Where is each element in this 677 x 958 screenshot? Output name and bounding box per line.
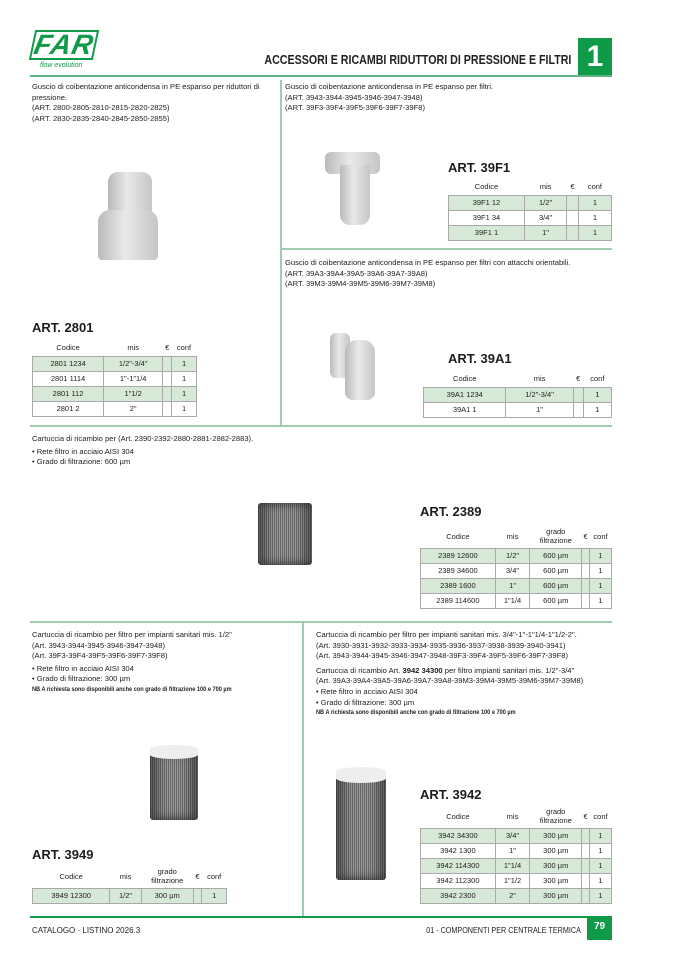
column-header: mis <box>127 343 139 352</box>
price-table-39F1 <box>448 180 612 241</box>
table-cell: 39F1 34 <box>449 210 525 225</box>
table-cell <box>582 548 590 563</box>
column-header: € <box>195 871 200 881</box>
table-cell: 1 <box>172 371 197 386</box>
desc-line: Cartuccia di ricambio per filtro per impianti sanitari mis. 3/4"-1"-1"1/4-1"1/2-2". <box>316 630 577 639</box>
table-row <box>421 563 612 578</box>
art-heading-39F1: ART. 39F1 <box>448 160 511 175</box>
table-row <box>421 873 612 888</box>
desc-line: (Art. 39F3-39F4-39F5-39F6-39F7-39F8) <box>32 651 168 661</box>
table-cell: 3/4" <box>524 210 566 225</box>
page-number: 79 <box>587 916 612 940</box>
table-cell: 600 µm <box>530 563 582 578</box>
desc-text: Cartuccia di ricambio Art. <box>316 665 403 675</box>
desc-line: (ART. 39F3-39F4-39F5-39F6-39F7-39F8) <box>285 103 425 113</box>
column-header: Codice <box>453 374 477 383</box>
column-header: mis <box>533 374 546 383</box>
table-cell: 1 <box>172 356 197 371</box>
table-cell: 1 <box>578 225 611 240</box>
far-logo <box>29 30 99 60</box>
table-cell: 600 µm <box>530 578 582 593</box>
desc-line: (Art. 3943-3944-3945-3946-3947-3948-39F3-39F4-39F5-39F6-39F7-39F8) <box>316 651 569 661</box>
table-cell: 1 <box>590 828 612 843</box>
desc-line: Cartuccia di ricambio per filtro per impianti sanitari mis. 1/2" <box>32 630 232 639</box>
product-image-2801-base <box>98 210 158 260</box>
column-header: Codice <box>446 531 470 541</box>
table-cell <box>573 387 583 402</box>
table-header-row <box>33 866 227 888</box>
table-cell: 1 <box>578 210 611 225</box>
table-row <box>421 578 612 593</box>
table-cell <box>582 873 590 888</box>
table-cell: 39F1 12 <box>449 195 525 210</box>
table-row <box>421 843 612 858</box>
table-row <box>33 888 227 903</box>
table-cell: 1 <box>590 858 612 873</box>
table-cell: 1"1/4 <box>495 858 530 873</box>
table-cell <box>582 593 590 608</box>
description-39F1 <box>285 82 615 114</box>
table-cell: 2" <box>104 401 163 416</box>
bullet-item: • Grado di filtrazione: 300 µm <box>32 674 297 685</box>
art-heading-39A1: ART. 39A1 <box>448 351 512 366</box>
column-header: mis <box>539 182 552 191</box>
column-header: conf <box>593 531 608 541</box>
table-cell: 300 µm <box>141 888 193 903</box>
table-cell <box>582 843 590 858</box>
table-cell: 1"1/4 <box>495 593 530 608</box>
table-cell <box>163 371 172 386</box>
column-header: € <box>570 182 575 191</box>
column-header: grado filtrazione <box>151 867 184 885</box>
table-cell: 1"-1"1/4 <box>104 371 163 386</box>
column-divider <box>280 80 282 425</box>
column-header: € <box>576 374 581 383</box>
description-2389 <box>32 434 432 468</box>
price-table-39A1 <box>423 372 612 418</box>
table-cell: 3/4" <box>495 828 530 843</box>
price-table-3942 <box>420 806 612 904</box>
desc-line: (ART. 2830-2835-2840-2845-2850-2855) <box>32 113 170 123</box>
column-divider <box>302 621 304 916</box>
table-cell: 39A1 1234 <box>424 387 506 402</box>
page-title: ACCESSORI E RICAMBI RIDUTTORI DI PRESSIONE E FILTRI <box>263 52 571 67</box>
table-cell: 1/2"-3/4" <box>104 356 163 371</box>
bullet-item: • Grado di filtrazione: 600 µm <box>32 457 432 468</box>
column-header: conf <box>593 811 608 821</box>
column-header: Codice <box>446 811 470 821</box>
product-image-3949 <box>150 752 198 820</box>
table-cell <box>582 888 590 903</box>
table-cell <box>163 386 172 401</box>
desc-line: (Art. 3943-3944-3945-3946-3947-3948) <box>32 640 165 650</box>
table-cell <box>163 356 172 371</box>
description-3949 <box>32 630 297 696</box>
desc-line: (Art. 39A3-39A4-39A5-39A6-39A7-39A8-39M3-39M4-39M5-39M6-39M7-39M8) <box>316 676 584 686</box>
table-row <box>33 356 197 371</box>
column-header: € <box>583 811 588 821</box>
table-cell: 1 <box>202 888 227 903</box>
table-cell: 1/2" <box>110 888 141 903</box>
table-header-row <box>421 526 612 548</box>
table-cell: 1 <box>590 593 612 608</box>
table-cell: 1" <box>524 225 566 240</box>
table-cell: 2389 114600 <box>421 593 496 608</box>
table-cell: 1/2" <box>495 548 530 563</box>
column-header: mis <box>506 531 519 541</box>
section-divider <box>30 621 612 623</box>
table-row <box>449 210 612 225</box>
table-cell: 1 <box>583 402 611 417</box>
desc-code: 3942 34300 <box>402 665 443 675</box>
price-table-3949 <box>32 866 227 904</box>
column-header: € <box>165 343 170 352</box>
column-header: conf <box>590 374 605 383</box>
table-row <box>421 548 612 563</box>
table-cell: 2389 1600 <box>421 578 496 593</box>
table-row <box>33 371 197 386</box>
description-3942 <box>316 630 666 719</box>
table-row <box>449 195 612 210</box>
table-cell: 3942 2300 <box>421 888 496 903</box>
table-cell <box>567 225 579 240</box>
table-cell: 39F1 1 <box>449 225 525 240</box>
column-header: € <box>583 531 588 541</box>
table-row <box>424 387 612 402</box>
column-header: conf <box>587 182 603 191</box>
desc-line: Cartuccia di ricambio per (Art. 2390-2392-2880-2881-2882-2883). <box>32 434 254 443</box>
table-cell <box>582 563 590 578</box>
table-cell: 1 <box>578 195 611 210</box>
product-image-3942 <box>336 775 386 880</box>
product-image-2389 <box>258 503 312 565</box>
footer-catalog: CATALOGO · LISTINO 2026.3 <box>32 926 141 935</box>
table-row <box>424 402 612 417</box>
column-header: mis <box>506 811 519 821</box>
table-cell: 2801 1234 <box>33 356 104 371</box>
table-cell: 2389 34600 <box>421 563 496 578</box>
table-cell: 1 <box>590 843 612 858</box>
footer-divider <box>30 916 612 918</box>
product-image-39A1-body <box>345 340 375 400</box>
table-cell: 300 µm <box>530 843 582 858</box>
table-cell <box>582 578 590 593</box>
table-row <box>449 225 612 240</box>
bullet-item: • Rete filtro in acciaio AISI 304 <box>32 447 432 458</box>
column-header: Codice <box>56 343 80 352</box>
bullet-item: • Grado di filtrazione: 300 µm <box>316 698 666 709</box>
table-cell: 1" <box>495 578 530 593</box>
table-cell: 2801 2 <box>33 401 104 416</box>
table-cell: 39A1 1 <box>424 402 506 417</box>
table-cell: 1/2"-3/4" <box>506 387 573 402</box>
table-cell: 300 µm <box>530 888 582 903</box>
table-cell: 1 <box>590 548 612 563</box>
price-table-2389 <box>420 526 612 609</box>
column-header: mis <box>119 871 132 881</box>
table-cell: 3949 12300 <box>33 888 110 903</box>
table-cell: 1 <box>590 873 612 888</box>
logo-tagline: flow evolution <box>40 62 83 69</box>
table-cell: 2801 1114 <box>33 371 104 386</box>
table-row <box>421 888 612 903</box>
desc-line: Guscio di coibentazione anticondensa in PE espanso per riduttori di pressione. <box>32 82 260 102</box>
table-cell: 1/2" <box>524 195 566 210</box>
table-cell: 2389 12600 <box>421 548 496 563</box>
section-number-badge: 1 <box>578 38 612 76</box>
desc-line: (ART. 2800-2805-2810-2815-2820-2825) <box>32 103 170 113</box>
table-cell <box>567 210 579 225</box>
column-header: Codice <box>59 871 83 881</box>
table-cell: 1" <box>506 402 573 417</box>
table-cell: 3/4" <box>495 563 530 578</box>
section-divider <box>30 425 612 427</box>
bullet-item: • Rete filtro in acciaio AISI 304 <box>32 664 297 675</box>
art-heading-2801: ART. 2801 <box>32 320 94 335</box>
table-header-row <box>33 341 197 356</box>
desc-line: Guscio di coibentazione anticondensa in PE espanso per filtri con attacchi orientabili. <box>285 258 571 267</box>
desc-line: (ART. 3943-3944-3945-3946-3947-3948) <box>285 92 423 102</box>
table-cell: 1 <box>590 888 612 903</box>
bullet-item: • Rete filtro in acciaio AISI 304 <box>316 687 666 698</box>
description-2801 <box>32 82 272 124</box>
desc-line: (ART. 39M3-39M4-39M5-39M6-39M7-39M8) <box>285 279 436 289</box>
table-cell: 1 <box>172 386 197 401</box>
table-cell: 1"1/2 <box>104 386 163 401</box>
table-cell: 600 µm <box>530 548 582 563</box>
table-cell: 3942 34300 <box>421 828 496 843</box>
desc-line: (Art. 3930-3931-3932-3933-3934-3935-3936-3937-3938-3939-3940-3941) <box>316 640 566 650</box>
nb-note: NB A richiesta sono disponibili anche con grado di filtrazione 100 e 700 µm <box>316 709 516 717</box>
table-cell: 2801 112 <box>33 386 104 401</box>
table-header-row <box>421 806 612 828</box>
table-cell: 1 <box>590 578 612 593</box>
art-heading-3942: ART. 3942 <box>420 787 482 802</box>
table-row <box>33 401 197 416</box>
desc-line <box>316 666 666 677</box>
table-row <box>33 386 197 401</box>
table-row <box>421 858 612 873</box>
table-cell: 1 <box>590 563 612 578</box>
table-cell: 300 µm <box>530 828 582 843</box>
table-cell: 600 µm <box>530 593 582 608</box>
column-header: grado filtrazione <box>539 527 572 545</box>
table-row <box>421 593 612 608</box>
desc-text: per filtro impianti sanitari mis. 1/2"-3/4" <box>442 665 575 675</box>
header-divider <box>30 75 612 77</box>
table-cell: 300 µm <box>530 858 582 873</box>
desc-line: Guscio di coibentazione anticondensa in PE espanso per filtri. <box>285 82 494 91</box>
table-cell: 2" <box>495 888 530 903</box>
nb-note: NB A richiesta sono disponibili anche con grado di filtrazione 100 e 700 µm <box>32 685 232 693</box>
column-header: grado filtrazione <box>539 807 572 825</box>
description-39A1 <box>285 258 585 290</box>
table-row <box>421 828 612 843</box>
table-cell <box>193 888 202 903</box>
table-cell: 1 <box>583 387 611 402</box>
art-heading-2389: ART. 2389 <box>420 504 482 519</box>
table-cell <box>163 401 172 416</box>
table-cell: 1" <box>495 843 530 858</box>
column-header: conf <box>176 343 192 352</box>
section-divider <box>280 248 612 250</box>
logo-text: FAR <box>31 29 97 60</box>
table-cell: 1"1/2 <box>495 873 530 888</box>
table-cell: 1 <box>172 401 197 416</box>
table-header-row <box>449 180 612 195</box>
table-cell: 3942 1300 <box>421 843 496 858</box>
table-header-row <box>424 372 612 387</box>
desc-line: (ART. 39A3-39A4-39A5-39A6-39A7-39A8) <box>285 268 428 278</box>
table-cell <box>573 402 583 417</box>
table-cell <box>582 858 590 873</box>
art-heading-3949: ART. 3949 <box>32 847 94 862</box>
product-image-39F1-body <box>340 165 370 225</box>
table-cell: 3942 114300 <box>421 858 496 873</box>
table-cell <box>582 828 590 843</box>
table-cell: 300 µm <box>530 873 582 888</box>
product-image-3949-cap <box>150 745 198 759</box>
column-header: conf <box>207 871 222 881</box>
price-table-2801 <box>32 341 197 417</box>
table-cell <box>567 195 579 210</box>
table-cell: 3942 112300 <box>421 873 496 888</box>
product-image-3942-cap <box>336 767 386 783</box>
column-header: Codice <box>474 182 499 191</box>
footer-section: 01 - COMPONENTI PER CENTRALE TERMICA <box>426 926 581 935</box>
